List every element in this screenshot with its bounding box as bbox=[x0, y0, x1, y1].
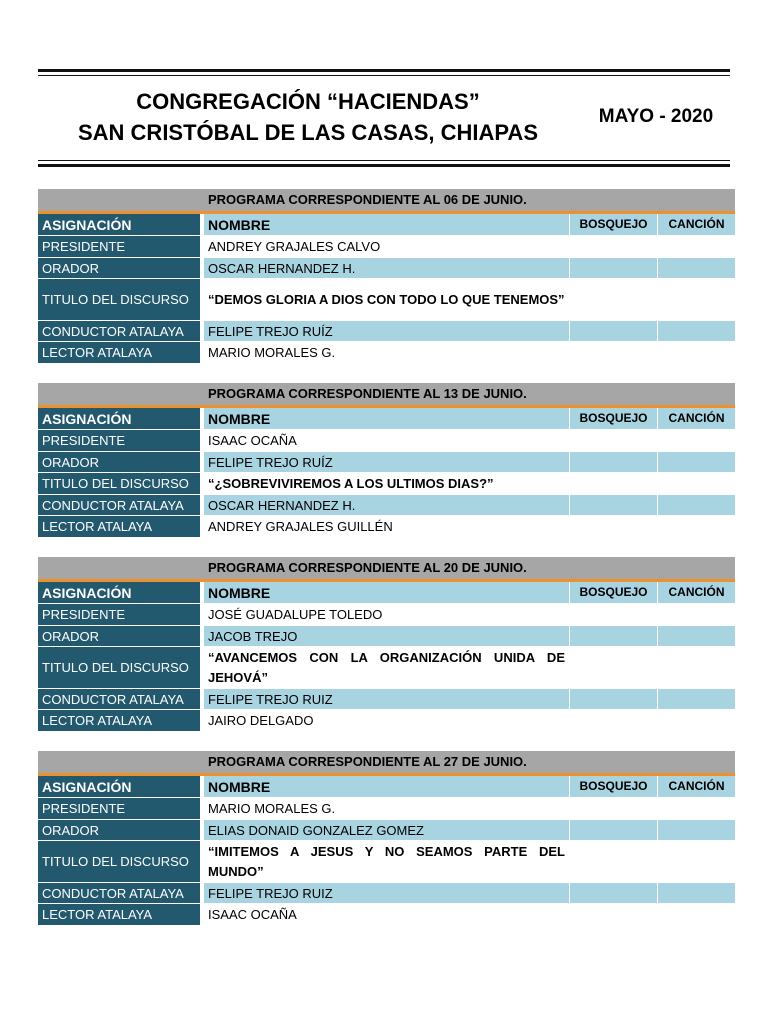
assignment-cell: PRESIDENTE bbox=[38, 430, 204, 452]
bottom-rule-thick bbox=[38, 164, 730, 167]
table-row bbox=[38, 516, 735, 538]
header-bosquejo: BOSQUEJO bbox=[569, 214, 657, 236]
name-cell: MARIO MORALES G. bbox=[204, 342, 569, 364]
table-header-row bbox=[38, 214, 735, 236]
bosquejo-cell bbox=[569, 430, 657, 452]
program-title-bar bbox=[38, 751, 735, 776]
table-row bbox=[38, 430, 735, 452]
header-cancion: CANCIÓN bbox=[657, 408, 735, 430]
name-cell: MARIO MORALES G. bbox=[204, 798, 569, 820]
name-cell: ELIAS DONAID GONZALEZ GOMEZ bbox=[204, 820, 569, 841]
bosquejo-cell bbox=[569, 647, 657, 689]
congregation-title bbox=[38, 86, 578, 148]
assignment-cell: ORADOR bbox=[38, 452, 204, 473]
table-header-row bbox=[38, 408, 735, 430]
bosquejo-cell bbox=[569, 495, 657, 516]
assignment-cell: LECTOR ATALAYA bbox=[38, 904, 204, 926]
bosquejo-cell bbox=[569, 841, 657, 883]
program-title-bar bbox=[38, 383, 735, 408]
bosquejo-cell bbox=[569, 321, 657, 342]
name-cell: FELIPE TREJO RUIZ bbox=[204, 689, 569, 710]
assignment-cell: TITULO DEL DISCURSO bbox=[38, 647, 204, 689]
program-table bbox=[38, 408, 735, 538]
cancion-cell bbox=[657, 820, 735, 841]
cancion-cell bbox=[657, 279, 735, 321]
assignment-cell: TITULO DEL DISCURSO bbox=[38, 841, 204, 883]
table-row bbox=[38, 236, 735, 258]
top-rule-thin bbox=[38, 75, 730, 76]
assignment-cell: CONDUCTOR ATALAYA bbox=[38, 321, 204, 342]
month-label: MAYO - 2020 bbox=[598, 106, 714, 127]
name-cell: JAIRO DELGADO bbox=[204, 710, 569, 732]
assignment-cell: PRESIDENTE bbox=[38, 236, 204, 258]
table-row bbox=[38, 473, 735, 495]
table-row bbox=[38, 710, 735, 732]
program-table bbox=[38, 582, 735, 732]
name-cell: FELIPE TREJO RUÍZ bbox=[204, 321, 569, 342]
header-cancion: CANCIÓN bbox=[657, 776, 735, 798]
cancion-cell bbox=[657, 321, 735, 342]
bosquejo-cell bbox=[569, 904, 657, 926]
table-row bbox=[38, 820, 735, 841]
table-row bbox=[38, 841, 735, 883]
table-row bbox=[38, 342, 735, 364]
name-cell: FELIPE TREJO RUIZ bbox=[204, 883, 569, 904]
cancion-cell bbox=[657, 689, 735, 710]
cancion-cell bbox=[657, 647, 735, 689]
cancion-cell bbox=[657, 798, 735, 820]
table-header-row bbox=[38, 776, 735, 798]
header-bosquejo: BOSQUEJO bbox=[569, 776, 657, 798]
table-row bbox=[38, 258, 735, 279]
cancion-cell bbox=[657, 342, 735, 364]
header-cancion: CANCIÓN bbox=[657, 214, 735, 236]
bosquejo-cell bbox=[569, 279, 657, 321]
name-cell: FELIPE TREJO RUÍZ bbox=[204, 452, 569, 473]
bosquejo-cell bbox=[569, 820, 657, 841]
program-block-3 bbox=[38, 557, 735, 732]
bosquejo-cell bbox=[569, 604, 657, 626]
name-cell: ISAAC OCAÑA bbox=[204, 904, 569, 926]
cancion-cell bbox=[657, 473, 735, 495]
cancion-cell bbox=[657, 516, 735, 538]
header-nombre: NOMBRE bbox=[204, 582, 569, 604]
bosquejo-cell bbox=[569, 236, 657, 258]
talk-title-cell: “DEMOS GLORIA A DIOS CON TODO LO QUE TENEMOS” bbox=[204, 279, 569, 321]
assignment-cell: CONDUCTOR ATALAYA bbox=[38, 689, 204, 710]
program-title: PROGRAMA CORRESPONDIENTE AL 20 DE JUNIO. bbox=[208, 560, 527, 575]
name-cell: ISAAC OCAÑA bbox=[204, 430, 569, 452]
assignment-cell: PRESIDENTE bbox=[38, 604, 204, 626]
assignment-cell: LECTOR ATALAYA bbox=[38, 342, 204, 364]
bosquejo-cell bbox=[569, 452, 657, 473]
bosquejo-cell bbox=[569, 342, 657, 364]
program-title-bar bbox=[38, 189, 735, 214]
top-rule-thick bbox=[38, 69, 730, 72]
header-nombre: NOMBRE bbox=[204, 214, 569, 236]
cancion-cell bbox=[657, 452, 735, 473]
assignment-cell: ORADOR bbox=[38, 820, 204, 841]
cancion-cell bbox=[657, 626, 735, 647]
name-cell: ANDREY GRAJALES CALVO bbox=[204, 236, 569, 258]
header-bosquejo: BOSQUEJO bbox=[569, 582, 657, 604]
program-title: PROGRAMA CORRESPONDIENTE AL 06 DE JUNIO. bbox=[208, 192, 527, 207]
cancion-cell bbox=[657, 883, 735, 904]
program-title: PROGRAMA CORRESPONDIENTE AL 27 DE JUNIO. bbox=[208, 754, 527, 769]
bosquejo-cell bbox=[569, 473, 657, 495]
table-row bbox=[38, 883, 735, 904]
title-line-1: CONGREGACIÓN “HACIENDAS” bbox=[136, 89, 480, 114]
assignment-cell: TITULO DEL DISCURSO bbox=[38, 279, 204, 321]
bosquejo-cell bbox=[569, 258, 657, 279]
cancion-cell bbox=[657, 258, 735, 279]
table-header-row bbox=[38, 582, 735, 604]
table-row bbox=[38, 495, 735, 516]
assignment-cell: LECTOR ATALAYA bbox=[38, 710, 204, 732]
cancion-cell bbox=[657, 495, 735, 516]
header-cancion: CANCIÓN bbox=[657, 582, 735, 604]
talk-title-cell: “IMITEMOS A JESUS Y NO SEAMOS PARTE DEL MUNDO” bbox=[204, 841, 569, 883]
cancion-cell bbox=[657, 841, 735, 883]
cancion-cell bbox=[657, 236, 735, 258]
table-row bbox=[38, 279, 735, 321]
bosquejo-cell bbox=[569, 710, 657, 732]
header-asignacion: ASIGNACIÓN bbox=[38, 408, 204, 430]
assignment-cell: ORADOR bbox=[38, 626, 204, 647]
name-cell: ANDREY GRAJALES GUILLÉN bbox=[204, 516, 569, 538]
assignment-cell: CONDUCTOR ATALAYA bbox=[38, 883, 204, 904]
assignment-cell: CONDUCTOR ATALAYA bbox=[38, 495, 204, 516]
program-title-bar bbox=[38, 557, 735, 582]
bosquejo-cell bbox=[569, 626, 657, 647]
program-table bbox=[38, 776, 735, 926]
table-row bbox=[38, 689, 735, 710]
table-row bbox=[38, 604, 735, 626]
table-row bbox=[38, 798, 735, 820]
bottom-rule-thin bbox=[38, 160, 730, 161]
assignment-cell: ORADOR bbox=[38, 258, 204, 279]
table-row bbox=[38, 904, 735, 926]
name-cell: JACOB TREJO bbox=[204, 626, 569, 647]
header-asignacion: ASIGNACIÓN bbox=[38, 776, 204, 798]
header-asignacion: ASIGNACIÓN bbox=[38, 582, 204, 604]
program-block-1 bbox=[38, 189, 735, 364]
header-nombre: NOMBRE bbox=[204, 776, 569, 798]
cancion-cell bbox=[657, 604, 735, 626]
table-row bbox=[38, 321, 735, 342]
cancion-cell bbox=[657, 710, 735, 732]
header-bosquejo: BOSQUEJO bbox=[569, 408, 657, 430]
table-row bbox=[38, 452, 735, 473]
assignment-cell: PRESIDENTE bbox=[38, 798, 204, 820]
talk-title-cell: “¿SOBREVIVIREMOS A LOS ULTIMOS DIAS?” bbox=[204, 473, 569, 495]
program-table bbox=[38, 214, 735, 364]
program-block-2 bbox=[38, 383, 735, 538]
title-line-2: SAN CRISTÓBAL DE LAS CASAS, CHIAPAS bbox=[77, 120, 538, 145]
header-asignacion: ASIGNACIÓN bbox=[38, 214, 204, 236]
name-cell: OSCAR HERNANDEZ H. bbox=[204, 258, 569, 279]
program-block-4 bbox=[38, 751, 735, 926]
cancion-cell bbox=[657, 430, 735, 452]
program-title: PROGRAMA CORRESPONDIENTE AL 13 DE JUNIO. bbox=[208, 386, 527, 401]
bosquejo-cell bbox=[569, 798, 657, 820]
talk-title-cell: “AVANCEMOS CON LA ORGANIZACIÓN UNIDA DE JEHOVÁ” bbox=[204, 647, 569, 689]
bosquejo-cell bbox=[569, 883, 657, 904]
header-nombre: NOMBRE bbox=[204, 408, 569, 430]
name-cell: OSCAR HERNANDEZ H. bbox=[204, 495, 569, 516]
assignment-cell: TITULO DEL DISCURSO bbox=[38, 473, 204, 495]
assignment-cell: LECTOR ATALAYA bbox=[38, 516, 204, 538]
bosquejo-cell bbox=[569, 516, 657, 538]
bosquejo-cell bbox=[569, 689, 657, 710]
name-cell: JOSÉ GUADALUPE TOLEDO bbox=[204, 604, 569, 626]
table-row bbox=[38, 647, 735, 689]
table-row bbox=[38, 626, 735, 647]
cancion-cell bbox=[657, 904, 735, 926]
